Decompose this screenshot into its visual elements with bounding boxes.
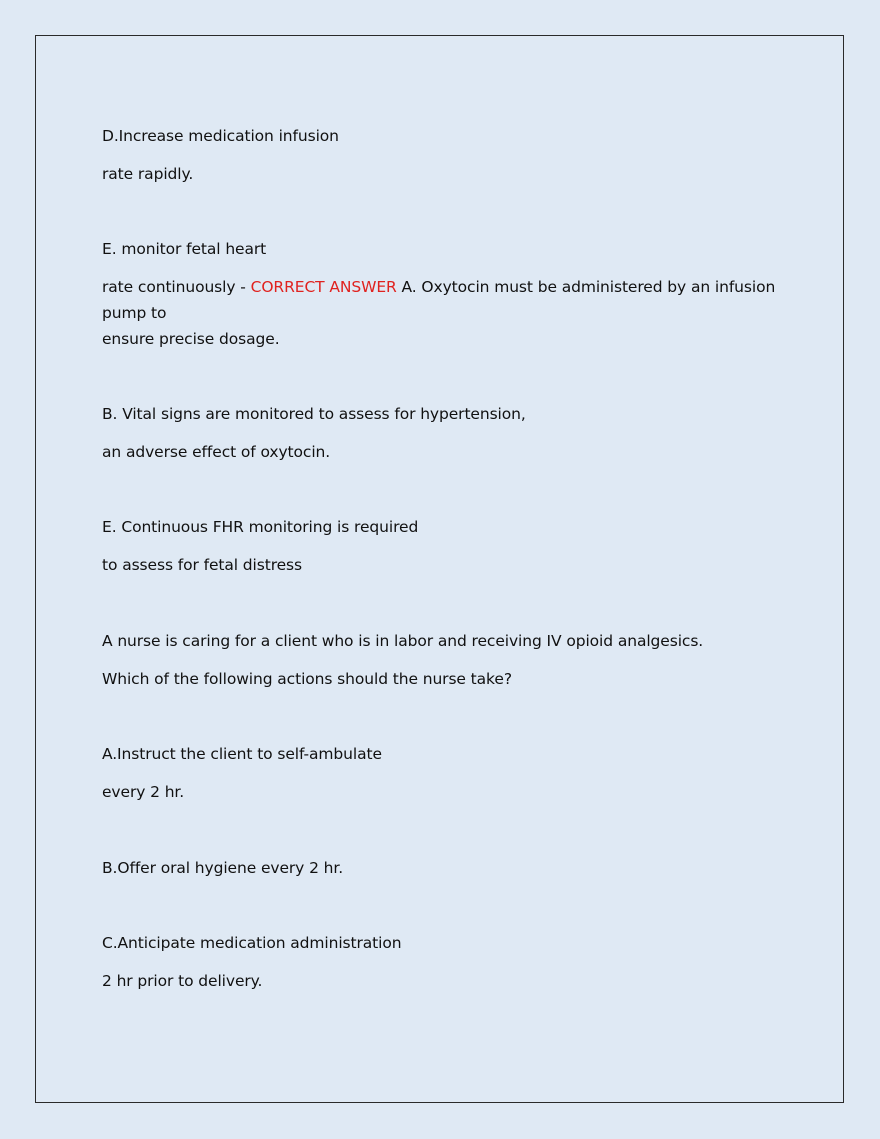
question-line1: A nurse is caring for a client who is in labor and receiving IV opioid analgesics.: [102, 632, 704, 650]
option-a-line2: every 2 hr.: [102, 783, 185, 801]
answer-explanation: A. Oxytocin must be administered by an infusion pump to: [102, 278, 776, 322]
option-b: B.Offer oral hygiene every 2 hr.: [102, 859, 344, 877]
option-d-line1: D.Increase medication infusion: [102, 127, 339, 145]
rationale-b-line2: an adverse effect of oxytocin.: [102, 443, 331, 461]
rationale-b-line1: B. Vital signs are monitored to assess for hypertension,: [102, 405, 526, 423]
answer-paragraph: [102, 274, 792, 326]
answer-explanation-line2: ensure precise dosage.: [102, 330, 280, 348]
option-a-line1: A.Instruct the client to self-ambulate: [102, 745, 382, 763]
option-c-line1: C.Anticipate medication administration: [102, 934, 402, 952]
option-d-line2: rate rapidly.: [102, 165, 194, 183]
option-e-line1: E. monitor fetal heart: [102, 240, 267, 258]
correct-answer-label: CORRECT ANSWER: [250, 278, 397, 296]
answer-prefix: rate continuously -: [102, 278, 251, 296]
rationale-e-line2: to assess for fetal distress: [102, 556, 303, 574]
option-c-line2: 2 hr prior to delivery.: [102, 972, 263, 990]
rationale-e-line1: E. Continuous FHR monitoring is required: [102, 518, 419, 536]
question-line2: Which of the following actions should the nurse take?: [102, 670, 512, 688]
